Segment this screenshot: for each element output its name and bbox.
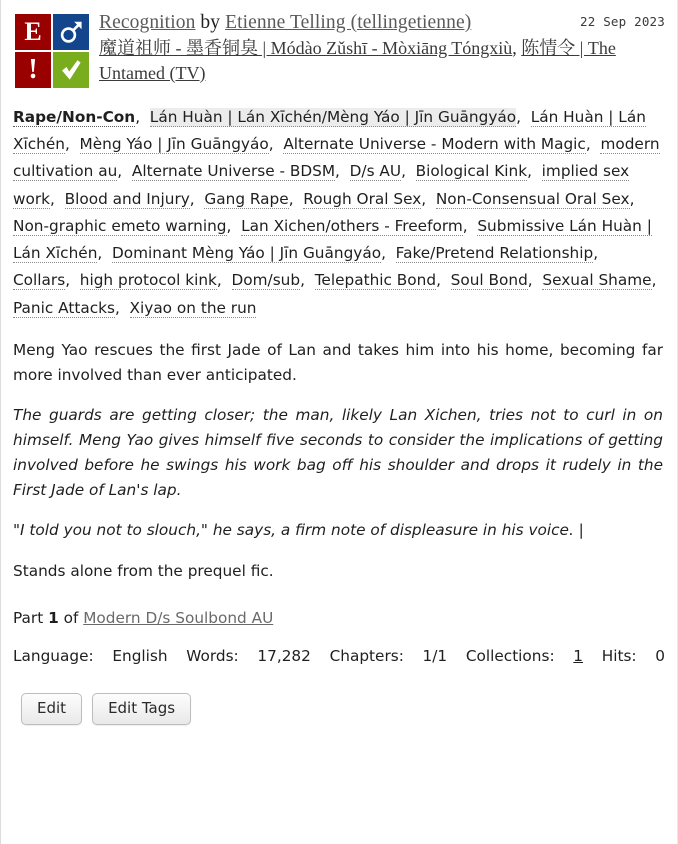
tag-freeform[interactable]: Panic Attacks <box>13 298 115 317</box>
tag-freeform[interactable]: Telepathic Bond <box>314 271 437 290</box>
collections-label: Collections: <box>465 647 555 666</box>
tag-separator: , <box>97 244 112 263</box>
tag-freeform[interactable]: Xiyao on the run <box>129 298 257 317</box>
tag-separator: , <box>629 189 640 208</box>
stat-collections <box>466 647 583 665</box>
words-label: Words: <box>186 647 239 666</box>
words-value: 17,282 <box>257 647 311 666</box>
tag-freeform[interactable]: Biological Kink <box>415 162 528 181</box>
chapters-label: Chapters: <box>329 647 404 666</box>
collections-value-link[interactable]: 1 <box>573 647 584 666</box>
tag-freeform[interactable]: modern cultivation au <box>13 135 660 181</box>
tag-relationship[interactable]: Lán Huàn | Lán Xīchén/Mèng Yáo | Jīn Guāngyáo <box>149 108 517 126</box>
work-title-link[interactable]: Recognition <box>99 12 196 33</box>
edit-tags-button[interactable]: Edit Tags <box>92 693 191 725</box>
tag-freeform[interactable]: Gang Rape <box>204 189 289 208</box>
tag-separator: , <box>436 271 451 290</box>
tag-separator: , <box>300 271 315 290</box>
complete-check-icon[interactable] <box>53 52 89 88</box>
chapters-value: 1/1 <box>422 647 448 666</box>
tag-separator: , <box>64 135 80 154</box>
tag-separator: , <box>651 271 662 290</box>
tag-freeform[interactable]: Alternate Universe - BDSM <box>131 162 336 181</box>
tag-list <box>13 104 667 322</box>
tag-freeform[interactable]: Non-Consensual Oral Sex <box>435 189 630 208</box>
series-part-number: 1 <box>48 608 59 627</box>
tag-separator: , <box>65 271 80 290</box>
series-of-label: of <box>63 608 79 627</box>
tag-freeform[interactable]: Alternate Universe - Modern with Magic <box>283 135 586 154</box>
tag-separator: , <box>593 244 603 263</box>
tag-freeform[interactable]: Lan Xichen/others - Freeform <box>241 216 463 235</box>
fandom-link[interactable]: 陈情令 | The Untamed (TV) <box>99 38 616 83</box>
tag-freeform[interactable]: Submissive Lán Huàn | Lán Xīchén <box>13 216 652 263</box>
tag-separator: , <box>462 216 478 235</box>
tag-freeform[interactable]: Dominant Mèng Yáo | Jīn Guāngyáo <box>112 244 382 263</box>
language-value: English <box>112 647 168 666</box>
tag-warning[interactable]: Rape/Non-Con <box>13 108 136 126</box>
work-stats <box>13 644 667 668</box>
tag-freeform[interactable]: Rough Oral Sex <box>303 189 422 208</box>
rating-explicit-icon[interactable]: E <box>15 14 51 50</box>
fandom-link[interactable]: 魔道祖师 - 墨香铜臭 | Módào Zǔshī - Mòxiāng Tóngxiù <box>99 38 513 59</box>
summary-excerpt-dialogue: "I told you not to slouch," he says, a firm note of displeasure in his voice. | <box>13 521 584 540</box>
tag-character[interactable]: Lán Huàn | Lán Xīchén <box>13 108 646 154</box>
tag-freeform[interactable]: D/s AU <box>349 162 402 181</box>
tag-freeform[interactable]: Blood and Injury <box>64 189 190 208</box>
tag-separator: , <box>421 189 436 208</box>
series-link[interactable]: Modern D/s Soulbond AU <box>83 608 274 627</box>
by-label: by <box>200 12 221 33</box>
tag-freeform[interactable]: Soul Bond <box>450 271 528 290</box>
tag-freeform[interactable]: high protocol kink <box>79 271 217 290</box>
tag-separator: , <box>516 108 531 126</box>
tag-freeform[interactable]: Non-graphic emeto warning <box>13 216 227 235</box>
tag-freeform[interactable]: implied sex work <box>13 162 630 208</box>
summary-note: Stands alone from the prequel fic. <box>13 562 274 581</box>
language-label: Language: <box>13 647 94 666</box>
tag-separator: , <box>381 244 396 263</box>
tag-separator: , <box>226 216 242 235</box>
stat-hits <box>602 647 665 665</box>
tag-separator: , <box>117 162 132 181</box>
tag-separator: , <box>50 189 65 208</box>
work-header <box>13 10 667 96</box>
stat-language <box>13 647 168 665</box>
tag-character[interactable]: Mèng Yáo | Jīn Guāngyáo <box>79 135 269 154</box>
tag-separator: , <box>114 298 130 317</box>
tag-freeform[interactable]: Collars <box>13 271 66 290</box>
tag-separator: , <box>335 162 350 181</box>
fandom-separator: , <box>512 38 517 59</box>
tag-freeform[interactable]: Sexual Shame <box>542 271 652 290</box>
category-mm-icon[interactable] <box>53 14 89 50</box>
tag-separator: , <box>401 162 416 181</box>
author-link[interactable]: Etienne Telling (tellingetienne) <box>225 12 472 33</box>
tag-freeform[interactable]: Fake/Pretend Relationship <box>395 244 594 263</box>
stat-chapters <box>330 647 448 665</box>
warning-icon[interactable]: ! <box>15 52 51 88</box>
edit-button[interactable]: Edit <box>21 693 82 725</box>
tag-separator: , <box>135 108 150 126</box>
hits-label: Hits: <box>601 647 637 666</box>
tag-separator: , <box>585 135 601 154</box>
summary-excerpt: The guards are getting closer; the man, likely Lan Xichen, tries not to curl in on himself. Meng Yao gives himself five seconds to consider the implications of getting involved before he swings his work bag off his shoulder and drops it rudely in the First Jade of Lan's lap. <box>13 406 663 499</box>
stat-words <box>186 647 311 665</box>
publication-date: 22 Sep 2023 <box>580 14 665 29</box>
required-tags <box>15 14 91 90</box>
tag-separator: , <box>189 189 205 208</box>
series-part-label: Part <box>13 608 44 627</box>
work-actions <box>13 693 667 725</box>
work-summary <box>13 338 667 584</box>
tag-separator: , <box>527 271 543 290</box>
summary-paragraph: Meng Yao rescues the first Jade of Lan and takes him into his home, becoming far more involved than ever anticipated. <box>13 340 663 384</box>
tag-separator: , <box>216 271 232 290</box>
hits-value: 0 <box>655 647 665 666</box>
tag-separator: , <box>268 135 284 154</box>
tag-separator: , <box>527 162 542 181</box>
tag-separator: , <box>288 189 304 208</box>
fandom-list <box>99 36 667 86</box>
tag-freeform[interactable]: Dom/sub <box>231 271 301 290</box>
series-line <box>13 606 667 630</box>
